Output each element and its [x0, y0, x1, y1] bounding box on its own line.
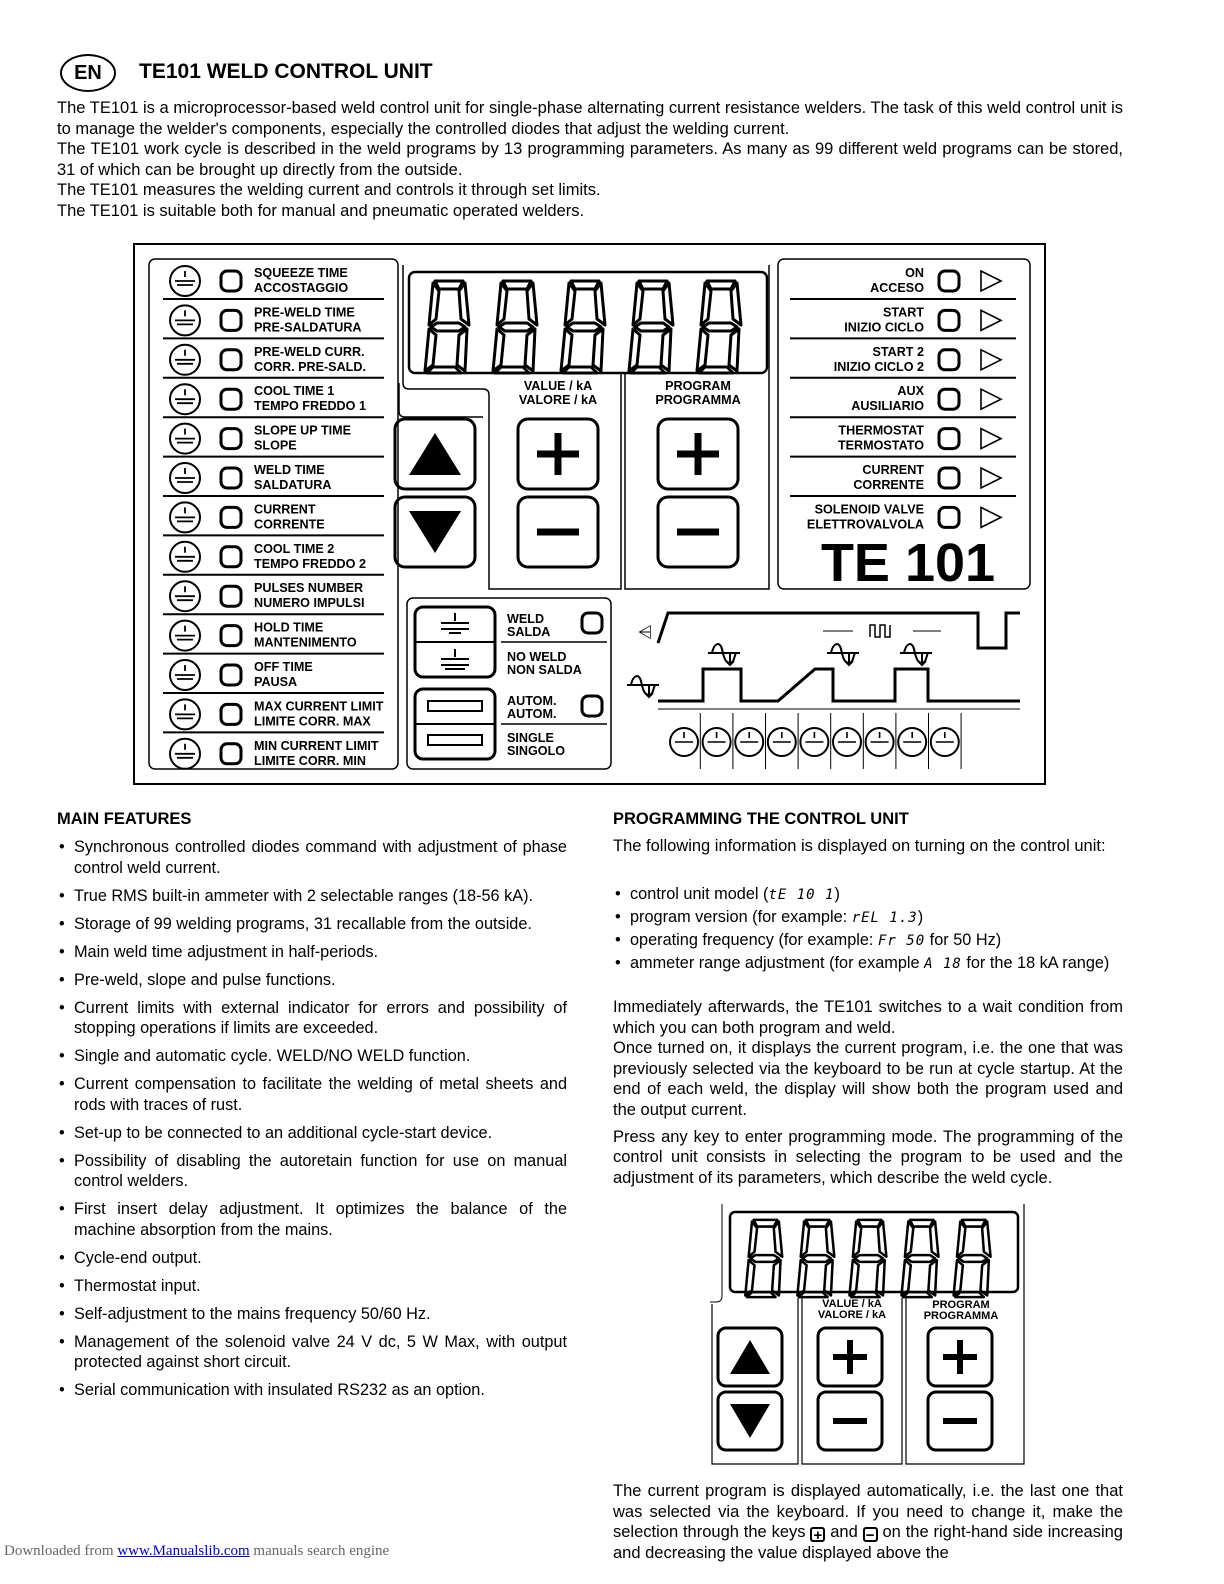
paragraph: Press any key to enter programming mode. The programming of the control unit consists in selecting the program to be used and the adjustment of its parameters, which describe the weld cycle. [613, 1127, 1123, 1187]
language-badge: EN [60, 54, 116, 92]
keypad-program-plus-button[interactable] [928, 1328, 992, 1386]
solenoid-valve-icon: ⩤ [638, 622, 653, 643]
parameter-label: CURRENT [254, 502, 316, 517]
status-label: THERMOSTAT [838, 423, 924, 438]
list-item: • True RMS built-in ammeter with 2 selectable ranges (18-56 kA). [57, 886, 567, 907]
info-pre: control unit model ( [630, 885, 769, 903]
list-item: • Management of the solenoid valve 24 V dc, 5 W Max, with output protected against short circuit. [57, 1332, 567, 1373]
intro-paragraph: The TE101 work cycle is described in the weld programs by 13 programming parameters. As many as 99 different weld programs can be stored, 31 of which can be brought up directly from the outside. [57, 140, 1123, 179]
parameter-label-it: CORRENTE [254, 517, 325, 532]
list-item: • Pre-weld, slope and pulse functions. [57, 970, 567, 991]
parameter-label: PRE-WELD CURR. [254, 344, 365, 359]
parameter-label-it: PRE-SALDATURA [254, 320, 362, 335]
single-label-it: SINGOLO [507, 744, 566, 758]
minus-key-icon: − [863, 1527, 878, 1542]
display-code: A 18 [924, 955, 962, 972]
control-panel-diagram [133, 243, 1047, 786]
list-item: • Serial communication with insulated RS232 as an option. [57, 1380, 567, 1401]
model-name: TE 101 [820, 533, 996, 593]
status-label-it: ACCESO [870, 281, 924, 295]
keypad-value-label: VALUE / kA [822, 1298, 882, 1310]
paragraph-text: and [830, 1523, 858, 1542]
parameter-label-it: TEMPO FREDDO 2 [254, 556, 366, 571]
display-code: tE 10 1 [768, 887, 835, 903]
no-weld-label-it: NON SALDA [507, 663, 582, 677]
keypad-diagram [710, 1198, 1030, 1468]
program-label-it: PROGRAMMA [655, 393, 741, 407]
intro-text [57, 98, 1123, 222]
status-label: AUX [897, 384, 924, 399]
paragraph-text: The current program is displayed automatically, i.e. the last one that was selected via the keyboard. If you need to change it, make the selection through the keys [613, 1482, 1123, 1542]
current-program-paragraph [613, 1481, 1123, 1563]
display-code: Fr 50 [877, 932, 926, 949]
parameter-label-it: SALDATURA [254, 478, 332, 492]
program-label: PROGRAM [665, 379, 731, 393]
status-label: CURRENT [862, 463, 924, 477]
parameter-label-it: CORR. PRE-SALD. [254, 359, 366, 374]
parameter-label: OFF TIME [254, 660, 313, 674]
status-label: SOLENOID VALVE [814, 502, 924, 517]
parameter-label: SQUEEZE TIME [254, 266, 348, 280]
info-post: for 50 Hz) [925, 930, 1002, 949]
parameter-label-it: LIMITE CORR. MIN [254, 753, 366, 768]
manualslib-link[interactable]: www.Manualslib.com [117, 1543, 250, 1559]
keypad-value-plus-button[interactable] [818, 1328, 882, 1386]
status-label-it: AUSILIARIO [851, 399, 924, 414]
intro-paragraph: The TE101 is a microprocessor-based weld control unit for single-phase alternating current resistance welders. The task of this weld control unit is to manage the welder's components, especially the controlled diodes that adjust the welding current. [57, 99, 1123, 138]
paragraph: Immediately afterwards, the TE101 switches to a wait condition from which you can both program and weld. [613, 998, 1123, 1037]
list-item: • Possibility of disabling the autoretain function for use on manual control welders. [57, 1151, 567, 1192]
keypad-up-button[interactable] [718, 1328, 782, 1386]
paragraph: Once turned on, it displays the current program, i.e. the one that was previously selected via the keyboard to be run at cycle startup. At the end of each weld, the display will show both the program used and the output current. [613, 1039, 1123, 1119]
footer-suffix: manuals search engine [253, 1543, 390, 1559]
parameter-label-it: MANTENIMENTO [254, 635, 357, 650]
parameter-label: MAX CURRENT LIMIT [254, 699, 384, 714]
parameter-label-it: PAUSA [254, 675, 298, 689]
parameter-label: COOL TIME 1 [254, 384, 335, 399]
list-item: • Thermostat input. [57, 1276, 567, 1297]
keypad-program-label-it: PROGRAMMA [923, 1310, 999, 1322]
status-label: START 2 [872, 344, 924, 359]
value-label-it: VALORE / kA [518, 393, 598, 407]
intro-paragraph: The TE101 measures the welding current and controls it through set limits. [57, 181, 601, 200]
display-code: rEL 1.3 [851, 909, 918, 926]
list-item [613, 884, 1123, 906]
parameter-label: PRE-WELD TIME [254, 305, 355, 320]
info-pre: program version (for example: [630, 907, 852, 926]
list-item: • Current compensation to facilitate the welding of metal sheets and rods with traces of rust. [57, 1074, 567, 1115]
list-item [613, 930, 1123, 952]
list-item: • Set-up to be connected to an additional cycle-start device. [57, 1123, 567, 1144]
status-label: START [882, 305, 924, 320]
autom-label-it: AUTOM. [507, 707, 557, 721]
weld-label-it: SALDA [507, 625, 551, 639]
info-post: for the 18 kA range) [961, 953, 1110, 972]
list-item: • Current limits with external indicator for errors and possibility of stopping operations if limits are exceeded. [57, 998, 567, 1039]
parameter-label: COOL TIME 2 [254, 541, 335, 556]
list-item [613, 953, 1123, 975]
parameter-label: MIN CURRENT LIMIT [254, 738, 379, 753]
list-item: • First insert delay adjustment. It optimizes the balance of the machine absorption from the mains. [57, 1199, 567, 1240]
intro-paragraph: The TE101 is suitable both for manual and pneumatic operated welders. [57, 201, 585, 220]
no-weld-label: NO WELD [507, 650, 567, 664]
parameter-label-it: SLOPE [254, 438, 297, 453]
info-post: ) [917, 907, 924, 926]
info-pre: ammeter range adjustment (for example [630, 953, 925, 972]
list-item: • Main weld time adjustment in half-periods. [57, 942, 567, 963]
status-label: ON [905, 266, 924, 280]
list-item: • Synchronous controlled diodes command with adjustment of phase control weld current. [57, 837, 567, 878]
parameter-label: SLOPE UP TIME [254, 423, 352, 438]
startup-info-list [613, 884, 1123, 976]
page-title: TE101 WELD CONTROL UNIT [139, 60, 433, 83]
weld-label: WELD [507, 612, 545, 626]
status-label-it: INIZIO CICLO [844, 320, 924, 335]
parameter-label-it: NUMERO IMPULSI [254, 596, 365, 611]
programming-title: PROGRAMMING THE CONTROL UNIT [613, 810, 909, 828]
download-footer [4, 1543, 389, 1560]
list-item [613, 907, 1123, 929]
list-item: • Self-adjustment to the mains frequency 50/60 Hz. [57, 1304, 567, 1325]
list-item: • Storage of 99 welding programs, 31 recallable from the outside. [57, 914, 567, 935]
parameter-label: PULSES NUMBER [254, 581, 364, 596]
programming-text [613, 997, 1123, 1188]
status-label-it: CORRENTE [853, 478, 924, 492]
plus-key-icon: + [810, 1527, 825, 1542]
status-label-it: TERMOSTATO [837, 438, 924, 453]
paragraph-text: on the right-hand side increasing and decreasing the value displayed above the [613, 1523, 1123, 1562]
parameter-label-it: TEMPO FREDDO 1 [254, 399, 366, 414]
keypad-program-minus-button[interactable] [928, 1392, 992, 1450]
info-pre: operating frequency (for example: [630, 930, 878, 949]
status-label-it: INIZIO CICLO 2 [833, 359, 924, 374]
main-features-title: MAIN FEATURES [57, 810, 192, 828]
parameter-label-it: LIMITE CORR. MAX [254, 714, 371, 729]
parameter-label-it: ACCOSTAGGIO [254, 281, 349, 295]
status-label-it: ELETTROVALVOLA [806, 517, 924, 532]
programming-intro: The following information is displayed on turning on the control unit: [613, 837, 1106, 855]
parameter-label: HOLD TIME [254, 620, 324, 635]
list-item: • Single and automatic cycle. WELD/NO WELD function. [57, 1046, 567, 1067]
keypad-down-button[interactable] [718, 1392, 782, 1450]
value-label: VALUE / kA [523, 379, 593, 393]
single-label: SINGLE [507, 731, 554, 745]
autom-label: AUTOM. [507, 694, 557, 708]
main-features-list [57, 837, 567, 1408]
keypad-value-minus-button[interactable] [818, 1392, 882, 1450]
keypad-program-label: PROGRAM [932, 1299, 990, 1311]
parameter-label: WELD TIME [254, 463, 325, 477]
list-item: • Cycle-end output. [57, 1248, 567, 1269]
keypad-value-label-it: VALORE / kA [817, 1309, 887, 1321]
info-post: ) [834, 885, 840, 903]
footer-prefix: Downloaded from [4, 1543, 114, 1559]
